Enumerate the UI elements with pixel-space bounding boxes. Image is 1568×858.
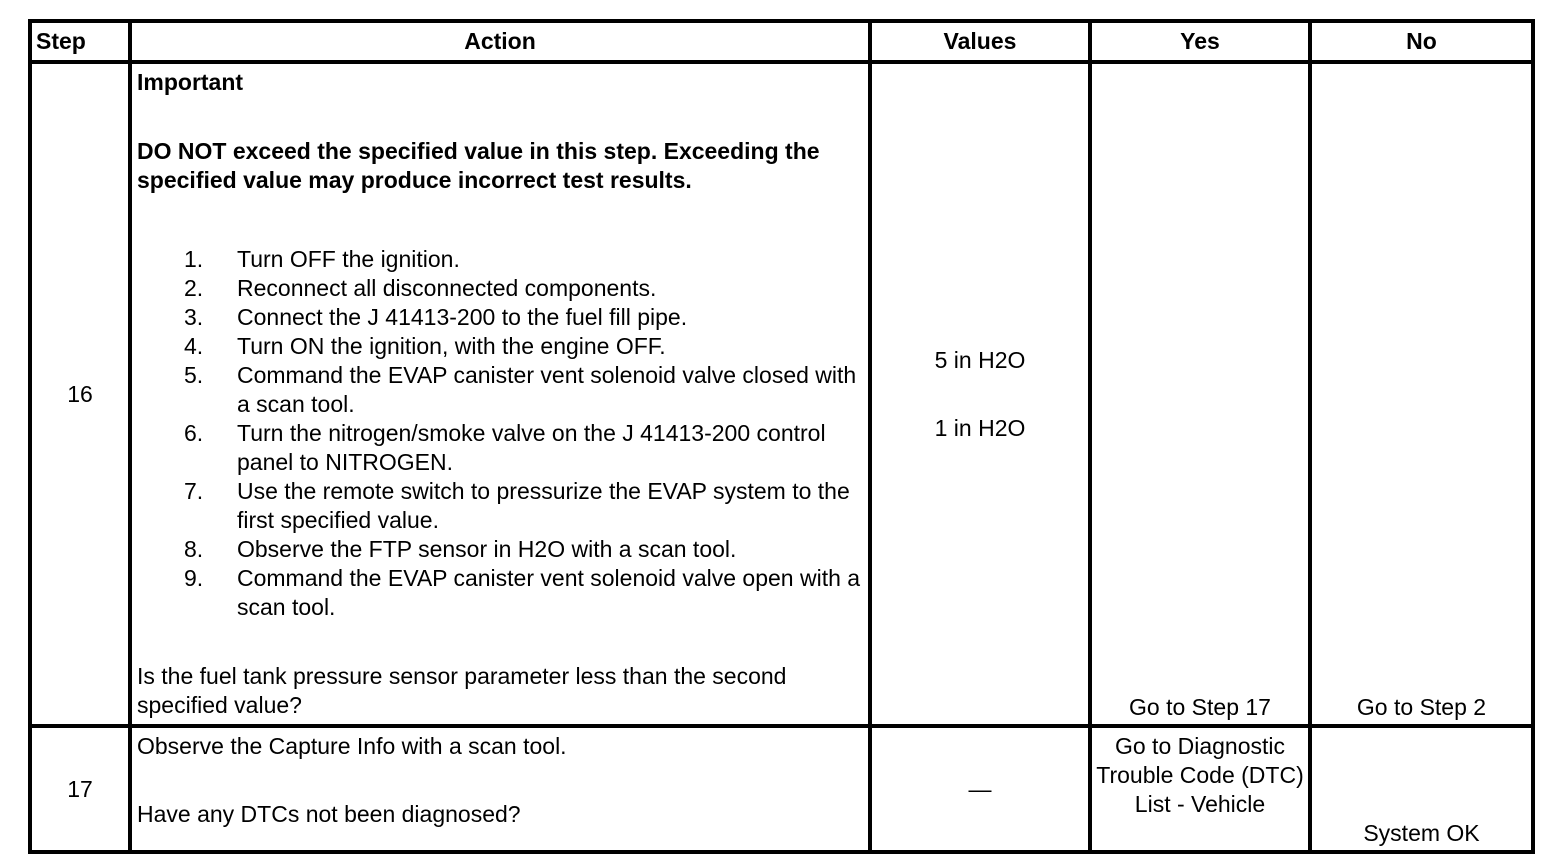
no-result: System OK [1310, 726, 1533, 852]
list-item: 8. Observe the FTP sensor in H2O with a scan tool. [184, 536, 737, 562]
step-number: 16 [30, 62, 130, 726]
list-item: 3. Connect the J 41413-200 to the fuel fill pipe. [184, 304, 688, 330]
question-text: Have any DTCs not been diagnosed? [137, 801, 521, 827]
instruction-list [137, 245, 864, 622]
values-cell: — [870, 726, 1090, 852]
yes-result: Go to Diagnostic Trouble Code (DTC) List - Vehicle [1090, 726, 1310, 852]
header-row [30, 21, 1533, 62]
header-action: Action [130, 21, 870, 62]
important-text: DO NOT exceed the specified value in this step. Exceeding the specified value may produce incorrect test results. [137, 138, 820, 193]
first-specified-value: 5 in H2O [934, 346, 1026, 373]
list-item: 4. Turn ON the ignition, with the engine OFF. [184, 333, 666, 359]
header-yes: Yes [1090, 21, 1310, 62]
action-cell [130, 62, 870, 726]
second-specified-value: 1 in H2O [934, 414, 1026, 441]
list-item: 6. Turn the nitrogen/smoke valve on the J 41413-200 control panel to NITROGEN. [184, 420, 826, 475]
no-result: Go to Step 2 [1310, 62, 1533, 726]
header-step: Step [30, 21, 130, 62]
header-values: Values [870, 21, 1090, 62]
step-number: 17 [30, 726, 130, 852]
list-item: 1. Turn OFF the ignition. [184, 246, 460, 272]
yes-result: Go to Step 17 [1090, 62, 1310, 726]
table-row [30, 62, 1533, 726]
question-text: Is the fuel tank pressure sensor parameter less than the second specified value? [137, 663, 787, 718]
diagnostic-table [28, 19, 1535, 854]
list-item: 5. Command the EVAP canister vent solenoid valve closed with a scan tool. [184, 362, 857, 417]
list-item: 9. Command the EVAP canister vent solenoid valve open with a scan tool. [184, 565, 861, 620]
table-row [30, 726, 1533, 852]
action-text: Observe the Capture Info with a scan tool. [137, 733, 567, 759]
list-item: 7. Use the remote switch to pressurize the EVAP system to the first specified value. [184, 478, 850, 533]
important-heading: Important [137, 69, 244, 95]
action-cell [130, 726, 870, 852]
list-item: 2. Reconnect all disconnected components. [184, 275, 657, 301]
values-cell [870, 62, 1090, 726]
header-no: No [1310, 21, 1533, 62]
